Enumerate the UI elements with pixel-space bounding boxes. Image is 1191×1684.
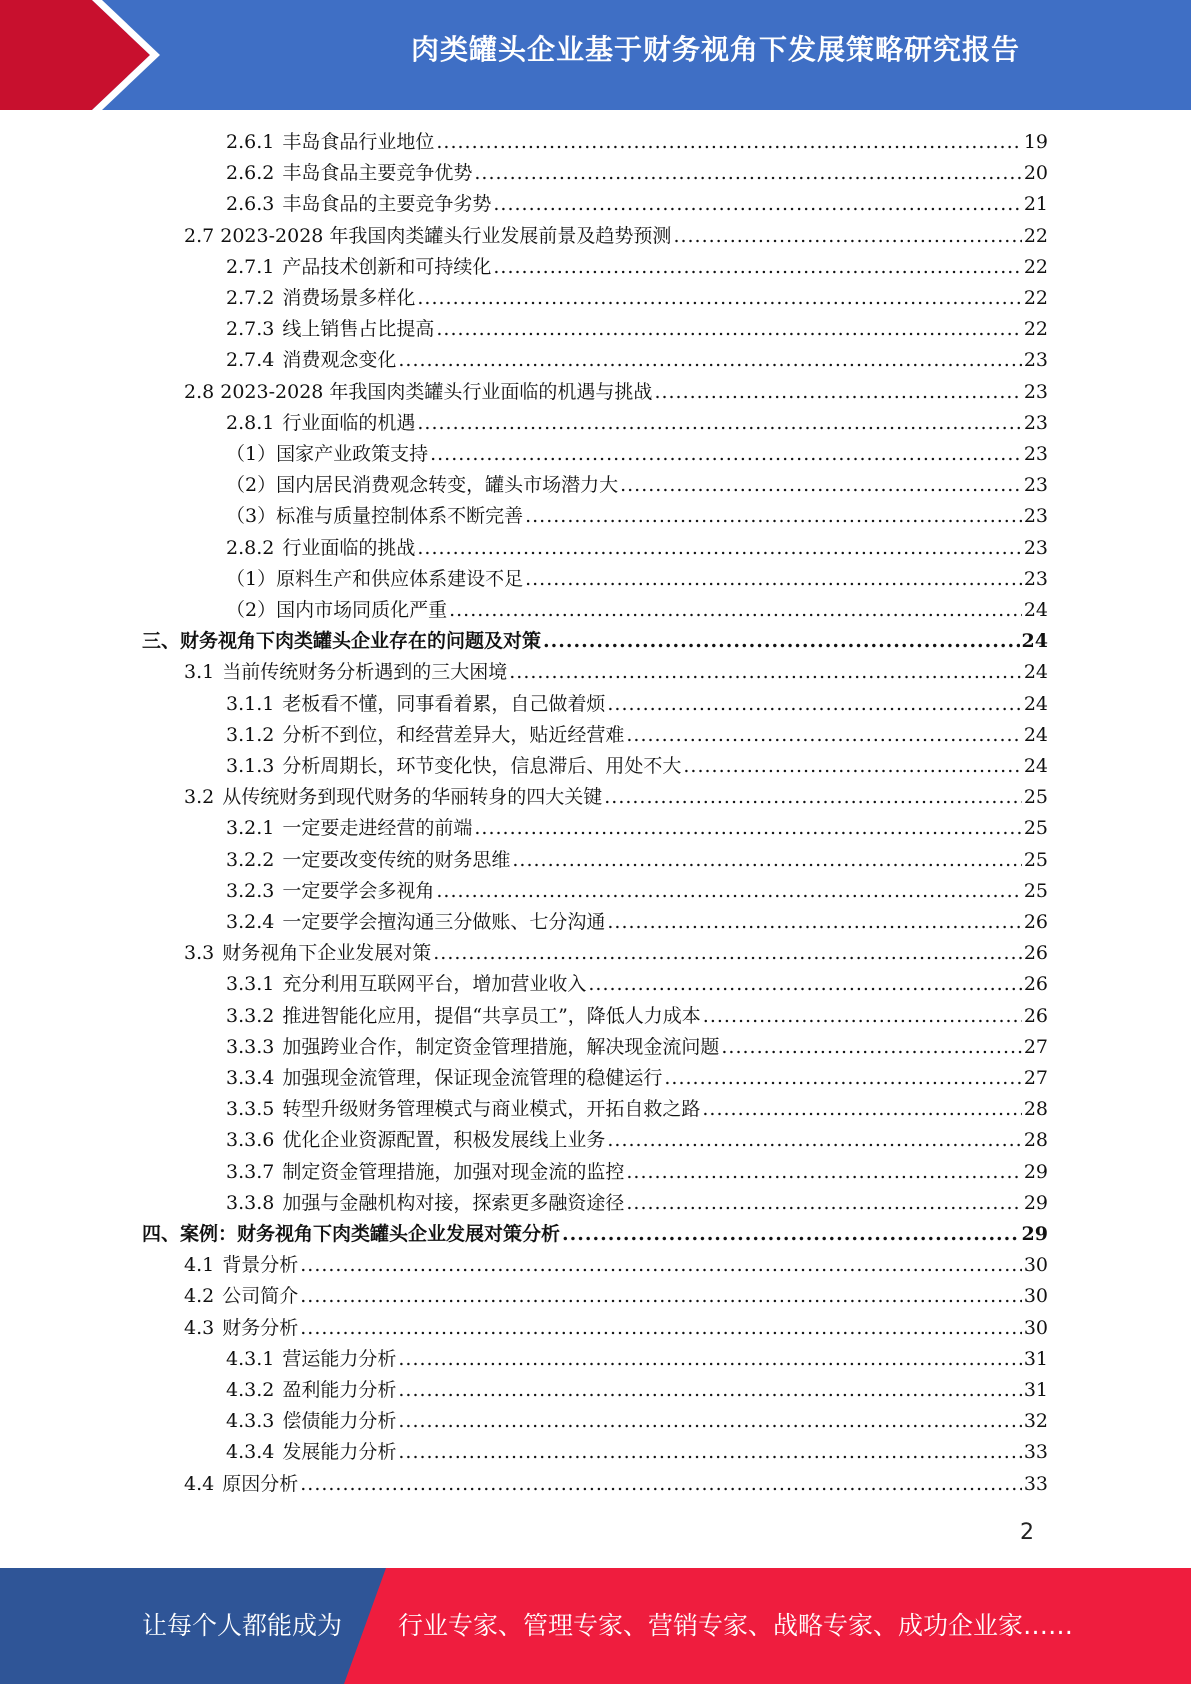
toc-entry-label: 当前传统财务分析遇到的三大困境 [222, 661, 508, 684]
toc-entry-label: 偿债能力分析 [282, 1410, 397, 1433]
toc-entry-title [226, 907, 605, 938]
toc-entry-label: 2.8 2023-2028 年我国肉类罐头行业面临的机遇与挑战 [184, 380, 653, 403]
toc-entry-title [226, 1125, 605, 1156]
toc-entry-page: 23 [1023, 349, 1048, 372]
toc-entry-label: （1）原料生产和供应体系建设不足 [226, 567, 524, 590]
toc-entry-title [226, 1063, 662, 1094]
toc-entry-number: 2.7.1 [226, 255, 275, 278]
toc-entry-title [226, 252, 491, 283]
toc-entry-page: 23 [1023, 536, 1048, 559]
toc-entry-title [184, 1281, 298, 1312]
toc-entry[interactable] [226, 127, 1048, 158]
toc-entry-number: 3.3.2 [226, 1004, 275, 1027]
toc-entry-title [226, 283, 415, 314]
toc-leader-dots [664, 1063, 1021, 1094]
toc-entry[interactable] [226, 720, 1048, 751]
toc-leader-dots [703, 1001, 1022, 1032]
toc-entry[interactable] [226, 1125, 1048, 1156]
toc-entry[interactable] [226, 408, 1048, 439]
toc-entry-page: 22 [1023, 318, 1048, 341]
toc-leader-dots [626, 1188, 1021, 1219]
toc-leader-dots [300, 1250, 1022, 1281]
toc-entry-label: 产品技术创新和可持续化 [282, 255, 492, 278]
toc-entry-label: 制定资金管理措施，加强对现金流的监控 [282, 1160, 625, 1183]
toc-entry-number: 2.7.2 [226, 287, 275, 309]
toc-entry-page: 27 [1023, 1035, 1048, 1058]
toc-leader-dots [300, 1469, 1022, 1500]
toc-entry-number: 2.6.1 [226, 131, 275, 153]
toc-entry-label: 优化企业资源配置，积极发展线上业务 [282, 1129, 606, 1152]
footer-slogan-left: 让每个人都能成为 [142, 1611, 343, 1640]
toc-entry-number: 4.3.1 [226, 1347, 275, 1370]
toc-entry-label: 消费观念变化 [282, 349, 397, 372]
toc-entry-page: 29 [1023, 1160, 1048, 1183]
toc-entry-number: 3.2.2 [226, 848, 275, 871]
toc-entry-number: 3.1.2 [226, 723, 275, 746]
toc-entry-page: 29 [1023, 1191, 1048, 1214]
toc-entry-label: 四、案例：财务视角下肉类罐头企业发展对策分析 [142, 1223, 561, 1245]
toc-entry-page: 33 [1023, 1472, 1048, 1495]
toc-entry-number: 3.3.3 [226, 1035, 275, 1058]
toc-entry[interactable] [226, 845, 1048, 876]
toc-entry-number: 4.3 [184, 1316, 215, 1339]
toc-entry[interactable] [226, 345, 1048, 376]
footer-slogan-right: 行业专家、管理专家、营销专家、战略专家、成功企业家…… [398, 1611, 1074, 1640]
toc-entry-title [184, 221, 671, 252]
toc-entry-number: 2.8.1 [226, 411, 275, 434]
toc-entry-title [226, 127, 434, 158]
toc-leader-dots [607, 907, 1021, 938]
toc-entry[interactable] [226, 595, 1048, 626]
toc-entry-number: 3.3.5 [226, 1098, 275, 1121]
toc-entry-label: 线上销售占比提高 [282, 318, 435, 341]
toc-entry-page: 25 [1023, 786, 1048, 809]
toc-entry-page: 32 [1023, 1410, 1048, 1433]
toc-entry[interactable] [226, 1375, 1048, 1406]
toc-entry[interactable] [184, 377, 1048, 408]
toc-entry-title [184, 782, 602, 813]
toc-entry-title [142, 1219, 560, 1250]
toc-entry[interactable] [142, 1219, 1048, 1250]
toc-entry[interactable] [184, 782, 1048, 813]
toc-entry-title [226, 564, 523, 595]
toc-entry-page: 22 [1023, 287, 1048, 309]
toc-entry-page: 24 [1023, 692, 1048, 715]
toc-entry-title [226, 1188, 624, 1219]
toc-entry-page: 21 [1023, 193, 1048, 216]
toc-entry-title [226, 1032, 719, 1063]
toc-entry-page: 23 [1023, 443, 1048, 465]
toc-entry-label: 充分利用互联网平台，增加营业收入 [282, 973, 587, 996]
toc-leader-dots [417, 408, 1021, 439]
toc-leader-dots [607, 689, 1021, 720]
toc-entry-page: 26 [1023, 942, 1048, 965]
toc-leader-dots [673, 221, 1021, 252]
toc-entry[interactable] [226, 439, 1048, 470]
header-title: 肉类罐头企业基于财务视角下发展策略研究报告 [410, 33, 1020, 66]
page-footer [0, 1568, 1191, 1684]
toc-entry-label: 丰岛食品的主要竞争劣势 [282, 193, 492, 216]
toc-entry-label: 老板看不懂，同事看着累，自己做着烦 [282, 692, 606, 715]
toc-leader-dots [417, 533, 1021, 564]
toc-entry-page: 23 [1023, 474, 1048, 497]
toc-entry[interactable] [226, 1437, 1048, 1468]
toc-entry-label: （2）国内市场同质化严重 [226, 599, 448, 621]
toc-entry-label: 盈利能力分析 [282, 1379, 397, 1401]
toc-leader-dots [398, 1437, 1021, 1468]
toc-entry-page: 29 [1021, 1223, 1048, 1245]
toc-entry-title [226, 720, 624, 751]
toc-entry-page: 24 [1021, 630, 1048, 653]
toc-entry-page: 25 [1023, 817, 1048, 840]
toc-leader-dots [683, 751, 1021, 782]
toc-leader-dots [604, 782, 1022, 813]
toc-entry-page: 23 [1023, 411, 1048, 434]
toc-entry-page: 23 [1023, 567, 1048, 590]
toc-entry-title [226, 158, 472, 189]
toc-entry-title [226, 1344, 396, 1375]
toc-entry-number: 3.2 [184, 786, 215, 809]
toc-entry-page: 27 [1023, 1067, 1048, 1089]
toc-entry-page: 22 [1023, 224, 1048, 247]
toc-entry-title [226, 595, 447, 626]
toc-entry-title [184, 938, 431, 969]
toc-entry-label: 原因分析 [222, 1472, 299, 1495]
toc-entry-label: 发展能力分析 [282, 1441, 397, 1464]
toc-entry-number: 3.2.3 [226, 879, 275, 902]
toc-entry[interactable] [226, 189, 1048, 220]
toc-entry-label: 行业面临的机遇 [282, 411, 416, 434]
toc-entry-title [226, 501, 523, 532]
toc-entry-page: 26 [1023, 973, 1048, 996]
toc-entry[interactable] [226, 1032, 1048, 1063]
toc-leader-dots [417, 283, 1021, 314]
toc-entry-label: 分析不到位，和经营差异大，贴近经营难 [282, 723, 625, 746]
toc-entry-page: 33 [1023, 1441, 1048, 1464]
toc-entry-page: 30 [1023, 1285, 1048, 1308]
toc-entry[interactable] [184, 1469, 1048, 1500]
toc-entry[interactable] [226, 813, 1048, 844]
toc-entry-page: 23 [1023, 505, 1048, 528]
toc-leader-dots [525, 501, 1022, 532]
toc-entry-label: 营运能力分析 [282, 1347, 397, 1370]
toc-entry[interactable] [226, 533, 1048, 564]
toc-entry-label: 推进智能化应用，提倡“共享员工”，降低人力成本 [282, 1004, 701, 1027]
toc-leader-dots [721, 1032, 1021, 1063]
toc-leader-dots [626, 720, 1021, 751]
toc-entry[interactable] [226, 314, 1048, 345]
toc-entry[interactable] [184, 1281, 1048, 1312]
toc-leader-dots [300, 1313, 1022, 1344]
toc-entry[interactable] [226, 1188, 1048, 1219]
toc-entry-title [226, 1094, 700, 1125]
toc-entry-number: 3.1 [184, 661, 215, 684]
toc-entry-title [226, 1437, 396, 1468]
toc-entry-page: 20 [1023, 162, 1048, 185]
toc-leader-dots [474, 158, 1021, 189]
toc-entry[interactable] [142, 626, 1048, 657]
page-header [0, 0, 1191, 110]
toc-leader-dots [474, 813, 1021, 844]
toc-entry-page: 24 [1023, 755, 1048, 777]
toc-entry-title [184, 1469, 298, 1500]
toc-entry[interactable] [184, 938, 1048, 969]
toc-entry-label: 一定要学会多视角 [282, 879, 435, 902]
toc-entry-title [184, 657, 507, 688]
toc-entry-number: 3.3.1 [226, 973, 275, 996]
toc-leader-dots [493, 189, 1021, 220]
toc-entry-number: 4.1 [184, 1254, 215, 1277]
toc-entry-number: 3.3 [184, 942, 215, 965]
toc-entry-title [226, 751, 681, 782]
toc-entry[interactable] [184, 1313, 1048, 1344]
toc-entry-page: 24 [1023, 661, 1048, 684]
toc-entry-number: 3.3.7 [226, 1160, 275, 1183]
toc-entry-page: 30 [1023, 1254, 1048, 1277]
toc-leader-dots [543, 626, 1020, 657]
toc-entry[interactable] [226, 470, 1048, 501]
toc-entry-page: 31 [1023, 1347, 1048, 1370]
toc-entry-label: 公司简介 [222, 1285, 299, 1308]
toc-entry-title [226, 470, 618, 501]
toc-entry-number: 4.3.2 [226, 1379, 275, 1401]
toc-entry-title [226, 813, 472, 844]
toc-entry-label: 从传统财务到现代财务的华丽转身的四大关键 [222, 786, 603, 809]
toc-entry-number: 4.3.3 [226, 1410, 275, 1433]
toc-entry[interactable] [226, 907, 1048, 938]
toc-entry-title [142, 626, 541, 657]
toc-entry-title [226, 345, 396, 376]
toc-entry[interactable] [226, 501, 1048, 532]
toc-entry-number: 3.3.6 [226, 1129, 275, 1152]
toc-leader-dots [654, 377, 1021, 408]
toc-entry[interactable] [184, 221, 1048, 252]
toc-entry-label: 2.7 2023-2028 年我国肉类罐头行业发展前景及趋势预测 [184, 224, 672, 247]
toc-entry-label: 财务分析 [222, 1316, 299, 1339]
toc-leader-dots [702, 1094, 1021, 1125]
toc-entry-label: 丰岛食品主要竞争优势 [282, 162, 473, 185]
toc-leader-dots [398, 1344, 1021, 1375]
toc-entry-page: 22 [1023, 255, 1048, 278]
toc-leader-dots [626, 1157, 1021, 1188]
toc-entry-number: 2.6.3 [226, 193, 275, 216]
toc-entry-number: 4.4 [184, 1472, 215, 1495]
toc-entry-page: 28 [1023, 1098, 1048, 1121]
toc-entry-label: 消费场景多样化 [282, 287, 416, 309]
toc-entry-label: 加强现金流管理，保证现金流管理的稳健运行 [282, 1067, 663, 1089]
toc-leader-dots [588, 969, 1021, 1000]
toc-entry-page: 26 [1023, 911, 1048, 933]
toc-entry-number: 3.2.1 [226, 817, 275, 840]
toc-entry-number: 4.3.4 [226, 1441, 275, 1464]
toc-entry-title [226, 189, 491, 220]
toc-entry-number: 3.3.4 [226, 1067, 275, 1089]
toc-entry-page: 25 [1023, 848, 1048, 871]
toc-entry-page: 31 [1023, 1379, 1048, 1401]
toc-entry-title [226, 1406, 396, 1437]
toc-entry-label: 加强与金融机构对接，探索更多融资途径 [282, 1191, 625, 1214]
toc-entry[interactable] [226, 751, 1048, 782]
toc-entry-title [226, 845, 510, 876]
toc-entry[interactable] [226, 1406, 1048, 1437]
toc-leader-dots [436, 127, 1021, 158]
toc-entry-number: 3.1.1 [226, 692, 275, 715]
toc-entry-title [184, 1313, 298, 1344]
toc-entry-label: 一定要走进经营的前端 [282, 817, 473, 840]
toc-entry-page: 19 [1023, 131, 1048, 153]
toc-leader-dots [607, 1125, 1021, 1156]
toc-entry-label: 转型升级财务管理模式与商业模式，开拓自救之路 [282, 1098, 701, 1121]
toc-entry-page: 26 [1023, 1004, 1048, 1027]
toc-entry-title [226, 1157, 624, 1188]
toc-entry-number: 2.6.2 [226, 162, 275, 185]
toc-entry-number: 2.7.4 [226, 349, 275, 372]
toc-leader-dots [398, 345, 1021, 376]
toc-entry-title [226, 439, 428, 470]
toc-leader-dots [300, 1281, 1022, 1312]
toc-entry[interactable] [226, 876, 1048, 907]
toc-entry-title [226, 533, 415, 564]
toc-leader-dots [430, 439, 1022, 470]
toc-entry[interactable] [184, 1250, 1048, 1281]
toc-leader-dots [562, 1219, 1020, 1250]
toc-leader-dots [509, 657, 1022, 688]
toc-entry-title [184, 377, 652, 408]
toc-entry-label: 加强跨业合作，制定资金管理措施，解决现金流问题 [282, 1035, 720, 1058]
toc-entry-title [226, 1375, 396, 1406]
toc-leader-dots [398, 1375, 1021, 1406]
toc-entry-label: 丰岛食品行业地位 [282, 131, 435, 153]
toc-entry-number: 2.7.3 [226, 318, 275, 341]
toc-entry-title [226, 1001, 701, 1032]
toc-entry-number: 3.3.8 [226, 1191, 275, 1214]
toc-entry[interactable] [226, 1001, 1048, 1032]
toc-entry[interactable] [226, 689, 1048, 720]
toc-entry-label: 三、财务视角下肉类罐头企业存在的问题及对策 [142, 630, 542, 653]
toc-entry-title [226, 969, 586, 1000]
toc-entry[interactable] [226, 564, 1048, 595]
toc-entry-page: 28 [1023, 1129, 1048, 1152]
toc-entry-page: 25 [1023, 879, 1048, 902]
toc-entry-label: 一定要改变传统的财务思维 [282, 848, 511, 871]
toc-leader-dots [436, 876, 1021, 907]
toc-entry-page: 24 [1023, 599, 1048, 621]
toc-entry[interactable] [184, 657, 1048, 688]
toc-entry[interactable] [226, 1157, 1048, 1188]
toc-entry[interactable] [226, 158, 1048, 189]
toc-entry-label: 行业面临的挑战 [282, 536, 416, 559]
toc-entry-label: （3）标准与质量控制体系不断完善 [226, 505, 524, 528]
toc-leader-dots [512, 845, 1021, 876]
page-number: 2 [1020, 1520, 1034, 1545]
toc-leader-dots [398, 1406, 1021, 1437]
toc-entry[interactable] [226, 252, 1048, 283]
toc-entry-number: 4.2 [184, 1285, 215, 1308]
toc-entry-label: （2）国内居民消费观念转变，罐头市场潜力大 [226, 474, 619, 497]
toc-entry[interactable] [226, 1063, 1048, 1094]
toc-entry-label: 财务视角下企业发展对策 [222, 942, 432, 965]
toc-entry-page: 23 [1023, 380, 1048, 403]
toc-entry-label: 背景分析 [222, 1254, 299, 1277]
toc-entry-number: 2.8.2 [226, 536, 275, 559]
toc-entry[interactable] [226, 283, 1048, 314]
toc-entry-page: 30 [1023, 1316, 1048, 1339]
toc-entry-page: 24 [1023, 723, 1048, 746]
toc-entry[interactable] [226, 1094, 1048, 1125]
toc-entry-title [226, 408, 415, 439]
toc-entry[interactable] [226, 969, 1048, 1000]
header-red-arrow [0, 0, 160, 110]
toc-leader-dots [525, 564, 1022, 595]
toc-leader-dots [493, 252, 1021, 283]
toc-entry-label: （1）国家产业政策支持 [226, 443, 429, 465]
toc-entry-label: 一定要学会擅沟通三分做账、七分沟通 [282, 911, 606, 933]
toc-leader-dots [436, 314, 1021, 345]
toc-entry-number: 3.2.4 [226, 911, 275, 933]
toc-entry-title [226, 876, 434, 907]
toc-entry-title [226, 314, 434, 345]
toc-leader-dots [620, 470, 1022, 501]
toc-leader-dots [433, 938, 1022, 969]
toc-entry[interactable] [226, 1344, 1048, 1375]
toc-entry-title [184, 1250, 298, 1281]
toc-entry-number: 3.1.3 [226, 755, 275, 777]
toc-entry-title [226, 689, 605, 720]
toc-entry-label: 分析周期长，环节变化快，信息滞后、用处不大 [282, 755, 682, 777]
toc-leader-dots [449, 595, 1022, 626]
